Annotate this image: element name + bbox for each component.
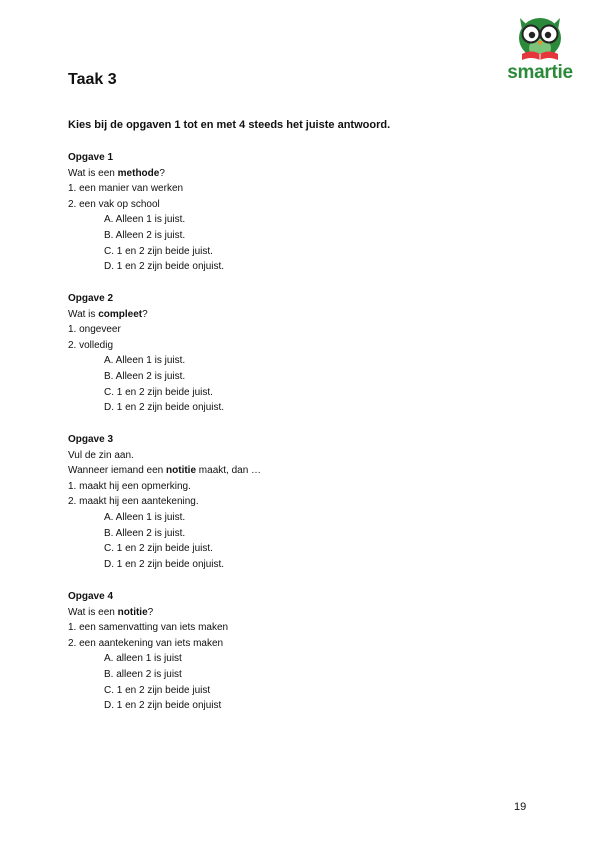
answer-option: D. 1 en 2 zijn beide onjuist. [104,261,225,273]
answer-option: A. alleen 1 is juist [104,653,182,665]
smartie-logo [504,14,576,84]
question-block [68,432,548,572]
statement: 2. een vak op school [68,198,160,210]
answer-option: B. alleen 2 is juist [104,668,182,680]
answer-option: C. 1 en 2 zijn beide juist [104,684,211,696]
question-stem: Wanneer iemand een notitie maakt, dan … [68,465,262,477]
question-intro: Vul de zin aan. [68,449,134,461]
statement: 1. ongeveer [68,324,121,336]
statement: 1. maakt hij een opmerking. [68,480,191,492]
question-stem: Wat is een notitie? [68,606,154,618]
question-block [68,291,548,416]
answer-option: C. 1 en 2 zijn beide juist. [104,386,213,398]
question-stem: Wat is een methode? [68,167,165,179]
answer-option: D. 1 en 2 zijn beide onjuist. [104,558,225,570]
statement: 1. een manier van werken [68,183,184,195]
answer-option: A. Alleen 1 is juist. [104,355,186,367]
answer-option: A. Alleen 1 is juist. [104,214,186,226]
question-heading: Opgave 2 [68,293,114,304]
question-heading: Opgave 1 [68,152,114,163]
statement: 2. een aantekening van iets maken [68,637,224,649]
statement: 2. maakt hij een aantekening. [68,496,199,508]
answer-option: D. 1 en 2 zijn beide onjuist. [104,402,225,414]
answer-option: C. 1 en 2 zijn beide juist. [104,245,213,257]
question-heading: Opgave 3 [68,434,114,445]
statement: 1. een samenvatting van iets maken [68,622,229,634]
instruction-text: Kies bij de opgaven 1 tot en met 4 steeds het juiste antwoord. [68,119,391,131]
statement: 2. volledig [68,339,114,351]
answer-option: C. 1 en 2 zijn beide juist. [104,543,213,555]
logo-wordmark: smartie [507,62,573,83]
question-block [68,150,548,275]
answer-option: B. Alleen 2 is juist. [104,370,186,382]
page-number: 19 [514,801,527,813]
question-stem: Wat is compleet? [68,308,148,320]
answer-option: B. Alleen 2 is juist. [104,527,186,539]
answer-option: B. Alleen 2 is juist. [104,229,186,241]
question-block [68,589,548,714]
answer-option: A. Alleen 1 is juist. [104,511,186,523]
page-title: Taak 3 [68,71,117,88]
answer-option: D. 1 en 2 zijn beide onjuist [104,700,222,712]
owl-icon [514,14,566,62]
question-heading: Opgave 4 [68,591,114,602]
